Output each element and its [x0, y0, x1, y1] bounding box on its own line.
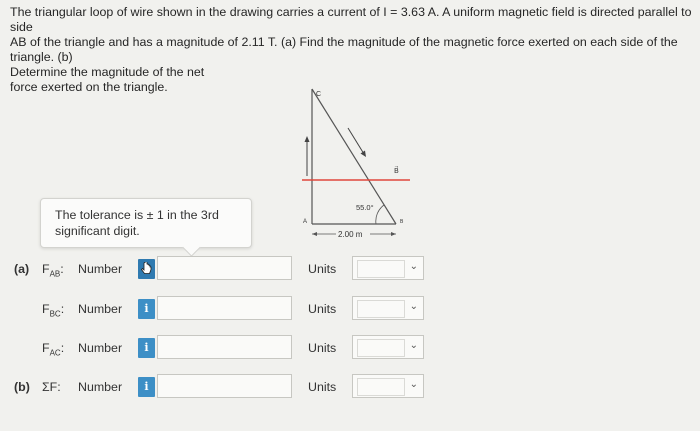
tolerance-tooltip	[40, 198, 252, 248]
number-type-label: Number	[78, 262, 123, 276]
number-type-label: Number	[78, 341, 123, 355]
part-label: (a)	[14, 262, 30, 276]
base-length-label: 2.00 m	[338, 230, 363, 239]
force-label: ΣF:	[42, 380, 61, 394]
selected-unit	[357, 300, 405, 318]
selected-unit	[357, 339, 405, 357]
info-icon[interactable]: i	[138, 299, 155, 319]
problem-statement	[10, 5, 694, 95]
vertex-c-label: C	[316, 91, 322, 98]
answer-row-fbc	[0, 296, 700, 322]
problem-line-3: Determine the magnitude of the net	[10, 65, 205, 79]
force-label: $F_{AB}$:	[42, 262, 64, 279]
dimension-arrow-right	[391, 232, 396, 236]
number-type-label: Number	[78, 302, 123, 316]
tooltip-line-2: significant digit.	[55, 224, 140, 238]
current-arrowhead-cb	[361, 151, 367, 158]
pointer-cursor-icon[interactable]	[138, 259, 155, 279]
current-arrowhead-ac	[305, 136, 310, 142]
angle-arc	[376, 205, 384, 224]
vertex-b-label: B	[400, 219, 404, 225]
triangle-diagram	[300, 84, 412, 244]
units-label: Units	[308, 380, 337, 394]
force-label: $F_{AC}$:	[42, 341, 65, 358]
units-label: Units	[308, 302, 337, 316]
fac-units-select[interactable]	[352, 335, 424, 359]
vertex-a-label: A	[303, 219, 308, 225]
units-label: Units	[308, 262, 337, 276]
number-type-label: Number	[78, 380, 123, 394]
fab-value-input[interactable]	[157, 256, 292, 280]
problem-line-4: force exerted on the triangle.	[10, 80, 168, 94]
force-label: $F_{BC}$:	[42, 302, 65, 319]
fab-units-select[interactable]	[352, 256, 424, 280]
fbc-units-select[interactable]	[352, 296, 424, 320]
answer-row-net-force	[0, 374, 700, 400]
tooltip-pointer	[182, 238, 200, 256]
chevron-down-icon: ⌄	[409, 301, 418, 312]
info-icon[interactable]: i	[138, 377, 155, 397]
angle-label: 55.0°	[356, 203, 374, 212]
part-label: (b)	[14, 380, 30, 394]
net-force-value-input[interactable]	[157, 374, 292, 398]
units-label: Units	[308, 341, 337, 355]
problem-line-1: The triangular loop of wire shown in the drawing carries a current of I = 3.63 A. A uniform magnetic field is directed parallel to side	[10, 5, 692, 34]
tooltip-line-1: The tolerance is ± 1 in the 3rd	[55, 208, 219, 222]
net-force-units-select[interactable]	[352, 374, 424, 398]
answer-row-fac	[0, 335, 700, 361]
fbc-value-input[interactable]	[157, 296, 292, 320]
selected-unit	[357, 260, 405, 278]
chevron-down-icon: ⌄	[409, 261, 418, 272]
selected-unit	[357, 378, 405, 396]
info-icon[interactable]: i	[138, 338, 155, 358]
fac-value-input[interactable]	[157, 335, 292, 359]
dimension-arrow-left	[312, 232, 317, 236]
chevron-down-icon: ⌄	[409, 340, 418, 351]
side-cb	[312, 89, 396, 224]
problem-line-2: AB of the triangle and has a magnitude of 2.11 T. (a) Find the magnitude of the magnetic force exerted on each side of the triangle. (b)	[10, 35, 678, 64]
field-vector-label: B⃗	[394, 168, 399, 175]
chevron-down-icon: ⌄	[409, 379, 418, 390]
answer-row-fab	[0, 256, 700, 282]
